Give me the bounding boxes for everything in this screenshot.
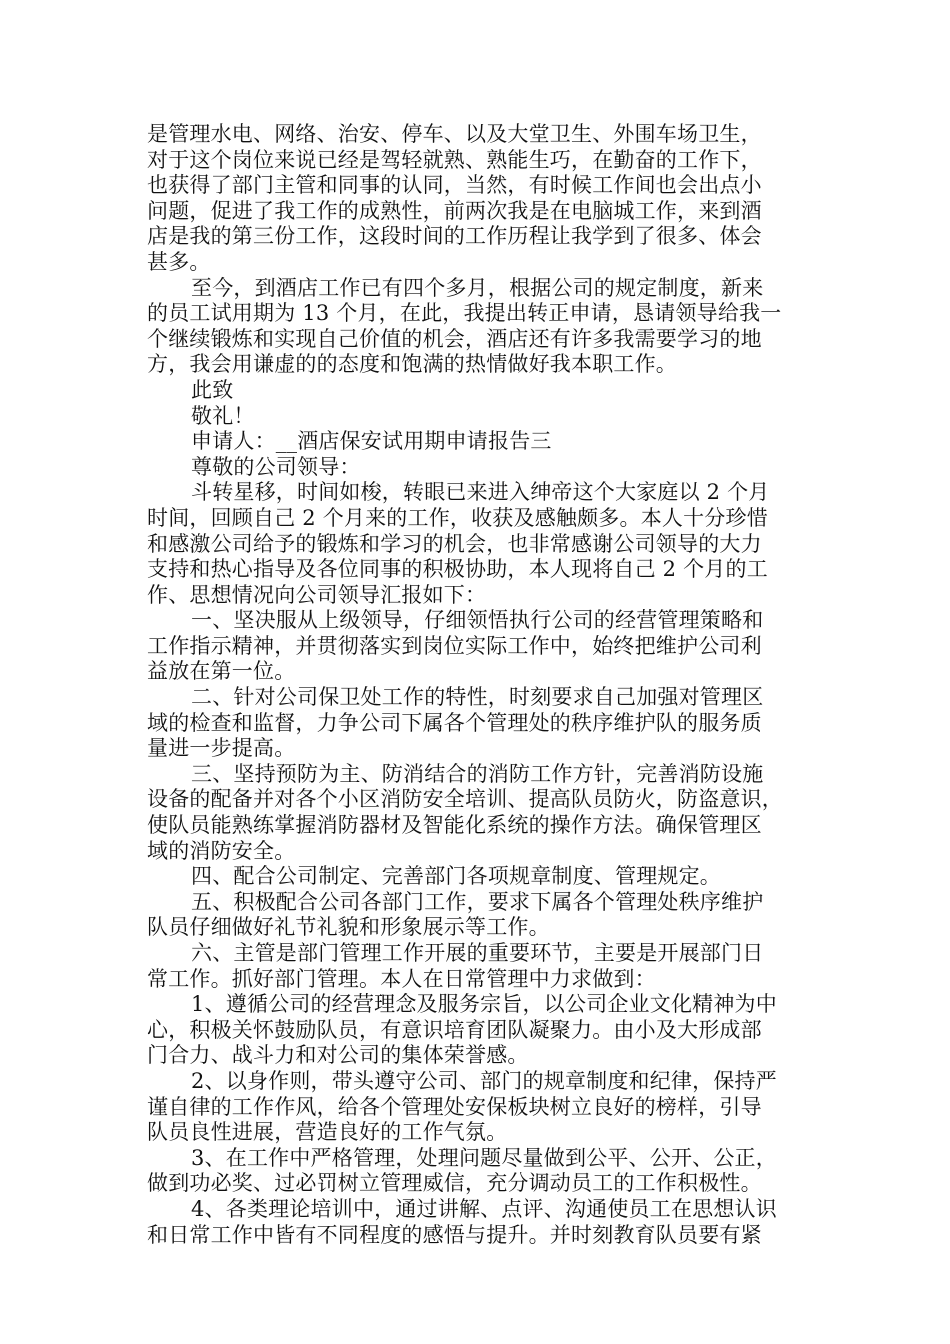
text-line: 问题，促进了我工作的成熟性，前两次我是在电脑城工作，来到酒: [147, 198, 762, 223]
text-line: 1、遵循公司的经营理念及服务宗旨，以公司企业文化精神为中: [191, 992, 777, 1017]
text-line: 和感激公司给予的锻炼和学习的机会，也非常感谢公司领导的大力: [147, 531, 762, 556]
text-line: 支持和热心指导及各位同事的积极协助，本人现将自己 2 个月的工: [147, 557, 768, 582]
text-line: 六、主管是部门管理工作开展的重要环节，主要是开展部门日: [191, 941, 764, 965]
text-line: 心，积极关怀鼓励队员，有意识培育团队凝聚力。由小及大形成部: [147, 1017, 762, 1042]
text-line: 作、思想情况向公司领导汇报如下：: [147, 582, 487, 607]
text-line: 三、坚持预防为主、防消结合的消防工作方针，完善消防设施: [191, 761, 764, 786]
text-line: 域的消防安全。: [147, 838, 296, 863]
text-line: 五、积极配合公司各部门工作，要求下属各个管理处秩序维护: [191, 889, 764, 914]
text-line: 益放在第一位。: [147, 659, 296, 684]
text-line: 3、在工作中严格管理，处理问题尽量做到公平、公开、公正，: [191, 1145, 777, 1170]
document-body: [147, 122, 807, 1248]
text-line: 的员工试用期为 13 个月，在此，我提出转正申请，恳请领导给我一: [147, 301, 782, 326]
text-line: 使队员能熟练掌握消防器材及智能化系统的操作方法。确保管理区: [147, 813, 762, 838]
text-line: 工作指示精神，并贯彻落实到岗位实际工作中，始终把维护公司利: [147, 633, 762, 658]
text-line: 做到功必奖、过必罚树立管理威信，充分调动员工的工作积极性。: [147, 1171, 762, 1196]
text-line: 对于这个岗位来说已经是驾轻就熟、熟能生巧，在勤奋的工作下，: [147, 147, 762, 172]
text-line: 域的检查和监督，力争公司下属各个管理处的秩序维护队的服务质: [147, 710, 762, 735]
text-line: 量进一步提高。: [147, 736, 296, 761]
text-line: 四、配合公司制定、完善部门各项规章制度、管理规定。: [191, 864, 721, 889]
text-line: 谨自律的工作作风，给各个管理处安保板块树立良好的榜样，引导: [147, 1094, 762, 1119]
text-line: 至今，到酒店工作已有四个多月，根据公司的规定制度，新来: [191, 275, 764, 300]
text-line: 一、坚决服从上级领导，仔细领悟执行公司的经营管理策略和: [191, 608, 764, 633]
text-line: 4、各类理论培训中，通过讲解、点评、沟通使员工在思想认识: [191, 1196, 777, 1221]
text-line: 队员良性进展，营造良好的工作气氛。: [147, 1120, 508, 1145]
text-line: 2、以身作则，带头遵守公司、部门的规章制度和纪律，保持严: [191, 1068, 777, 1093]
text-line: 此致: [191, 377, 234, 402]
text-line: 店是我的第三份工作，这段时间的工作历程让我学到了很多、体会: [147, 224, 762, 249]
text-line: 甚多。: [147, 249, 211, 274]
text-line: 也获得了部门主管和同事的认同，当然，有时候工作间也会出点小: [147, 173, 762, 198]
text-line: 常工作。抓好部门管理。本人在日常管理中力求做到：: [147, 966, 656, 991]
text-line: 个继续锻炼和实现自己价值的机会，酒店还有许多我需要学习的地: [147, 326, 762, 351]
text-line: 申请人：__酒店保安试用期申请报告三: [191, 429, 552, 454]
text-line: 尊敬的公司领导：: [191, 454, 361, 479]
text-line: 设备的配备并对各个小区消防安全培训、提高队员防火，防盗意识，: [147, 787, 783, 812]
text-line: 斗转星移，时间如梭，转眼已来进入绅帝这个大家庭以 2 个月: [191, 480, 770, 505]
text-line: 时间，回顾自己 2 个月来的工作，收获及感触颇多。本人十分珍惜: [147, 505, 768, 530]
text-line: 队员仔细做好礼节礼貌和形象展示等工作。: [147, 915, 550, 940]
text-line: 门合力、战斗力和对公司的集体荣誉感。: [147, 1043, 529, 1068]
text-line: 二、针对公司保卫处工作的特性，时刻要求自己加强对管理区: [191, 685, 764, 710]
text-line: 敬礼！: [191, 403, 255, 428]
text-line: 是管理水电、网络、治安、停车、以及大堂卫生、外围车场卫生，: [147, 122, 762, 146]
text-line: 方，我会用谦虚的的态度和饱满的热情做好我本职工作。: [147, 352, 677, 377]
text-line: 和日常工作中皆有不同程度的感悟与提升。并时刻教育队员要有紧: [147, 1222, 762, 1247]
